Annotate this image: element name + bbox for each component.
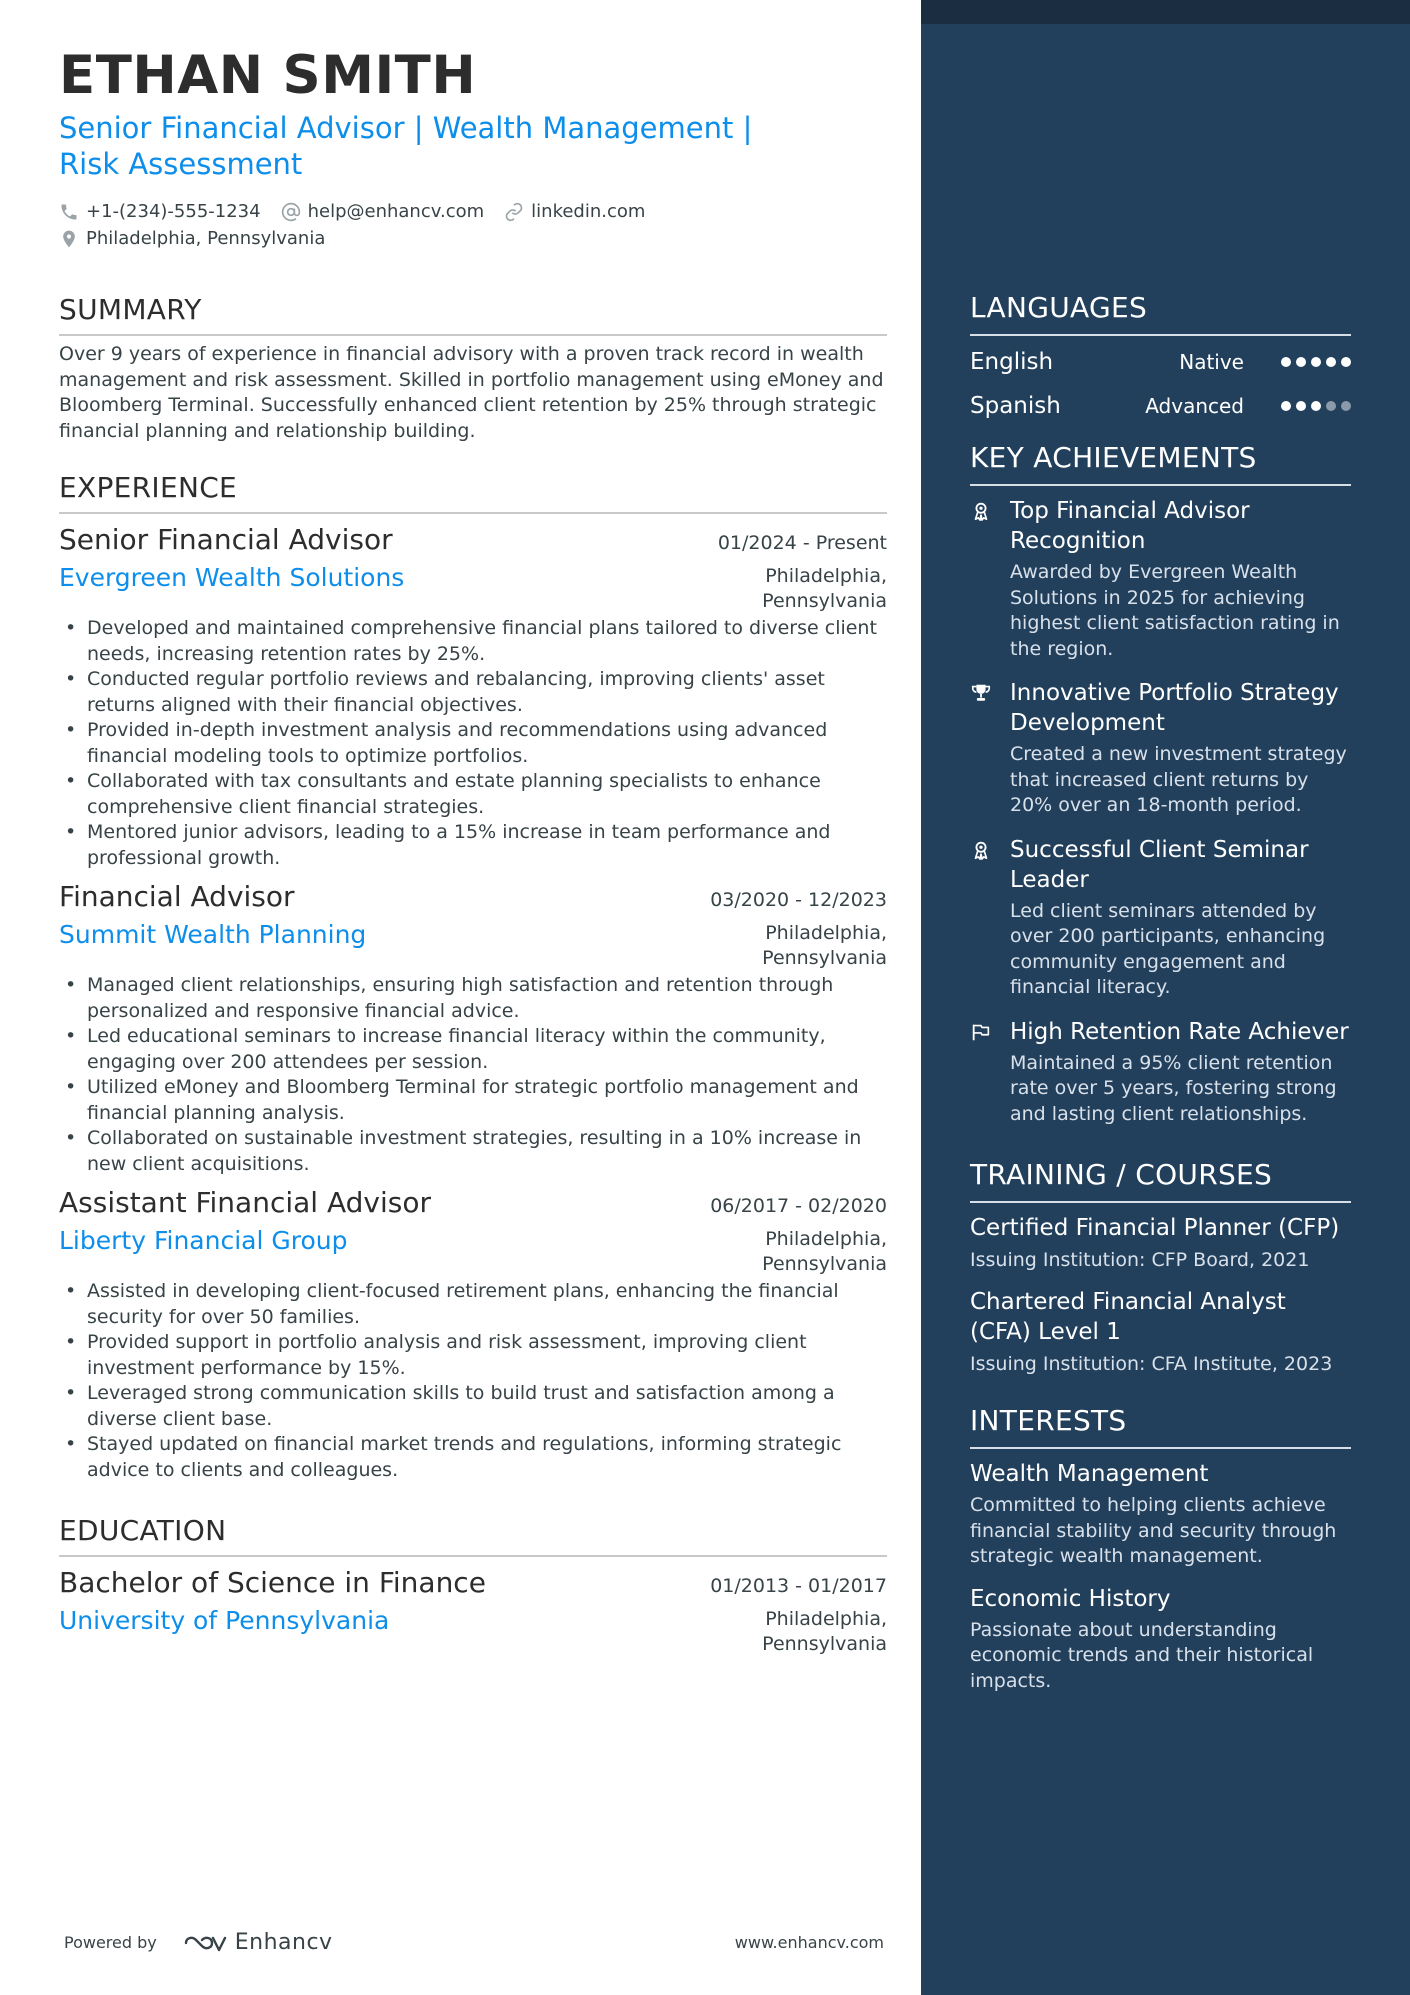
experience-entry [59, 1185, 887, 1483]
job-bullets [59, 616, 887, 871]
footer [64, 1930, 884, 1955]
achievements-heading: KEY ACHIEVEMENTS [970, 440, 1351, 486]
award-icon [970, 839, 992, 861]
language-item [970, 340, 1351, 384]
award-icon [970, 500, 992, 522]
achievement-item [970, 678, 1351, 819]
course-name: Certified Financial Planner (CFP) [970, 1215, 1340, 1241]
interest-name: Wealth Management [970, 1461, 1209, 1487]
language-name: Spanish [970, 393, 1061, 419]
education-dates: 01/2013 - 01/2017 [710, 1575, 887, 1597]
headline: Senior Financial Advisor | Wealth Management | Risk Assessment [59, 111, 753, 181]
phone-contact[interactable] [59, 201, 261, 222]
location-text: Philadelphia, Pennsylvania [86, 228, 326, 249]
achievement-desc: Maintained a 95% client retention rate over 5 years, fostering strong and lasting client relationships. [1010, 1051, 1337, 1125]
powered-by [64, 1930, 333, 1955]
summary-text: Over 9 years of experience in financial advisory with a proven track record in wealth management and risk assessment. Skilled in portfolio management using eMoney and Bloomberg Terminal. Successfully enhanced client retention by 25% through strategic financial planning and relationship building. [59, 343, 884, 442]
language-item [970, 384, 1351, 428]
course-item [970, 1287, 1351, 1377]
candidate-name: ETHAN SMITH [59, 45, 477, 106]
company-name: Evergreen Wealth Solutions [59, 563, 405, 592]
rating-dot [1326, 401, 1336, 411]
language-name: English [970, 349, 1054, 375]
course-institution: Issuing Institution: CFA Institute, 2023 [970, 1353, 1333, 1375]
rating-dot [1311, 357, 1321, 367]
language-level: Advanced [1145, 394, 1244, 418]
company-name: Summit Wealth Planning [59, 920, 367, 949]
interest-item [970, 1584, 1351, 1695]
trophy-icon [970, 682, 992, 704]
achievement-item [970, 1017, 1351, 1128]
contact-info [59, 198, 887, 252]
main-column [59, 44, 887, 1657]
rating-dot [1296, 357, 1306, 367]
school-location: Philadelphia, Pennsylvania [762, 1608, 887, 1655]
rating-dot [1326, 357, 1336, 367]
training-heading: TRAINING / COURSES [970, 1157, 1351, 1203]
job-bullets [59, 1279, 887, 1483]
degree-title: Bachelor of Science in Finance [59, 1566, 486, 1599]
school-name: University of Pennsylvania [59, 1606, 390, 1635]
bullet-item: • Collaborated on sustainable investment strategies, resulting in a 10% increase in new client acquisitions. [59, 1126, 887, 1177]
linkedin-text: linkedin.com [531, 201, 646, 222]
achievement-title: Top Financial Advisor Recognition [1010, 498, 1250, 554]
at-icon [281, 202, 301, 222]
interest-desc: Committed to helping clients achieve financial stability and security through strategic wealth management. [970, 1494, 1337, 1567]
rating-dot [1296, 401, 1306, 411]
achievement-item [970, 835, 1351, 1001]
education-entry [59, 1565, 887, 1657]
bullet-item: • Collaborated with tax consultants and estate planning specialists to enhance comprehensive client financial strategies. [59, 769, 887, 820]
education-heading: EDUCATION [59, 1513, 887, 1557]
language-rating [1276, 401, 1351, 411]
achievement-title: Innovative Portfolio Strategy Development [1010, 680, 1339, 736]
location-contact [59, 228, 325, 249]
job-bullets [59, 973, 887, 1177]
interests-heading: INTERESTS [970, 1403, 1351, 1449]
bullet-item: • Stayed updated on financial market trends and regulations, informing strategic advice to clients and colleagues. [59, 1432, 887, 1483]
powered-by-text: Powered by [64, 1933, 157, 1952]
bullet-item: • Mentored junior advisors, leading to a 15% increase in team performance and professional growth. [59, 820, 887, 871]
course-item [970, 1213, 1351, 1273]
phone-icon [59, 202, 79, 222]
rating-dot [1281, 357, 1291, 367]
linkedin-contact[interactable] [504, 201, 645, 222]
flag-icon [970, 1021, 992, 1043]
rating-dot [1281, 401, 1291, 411]
language-rating [1276, 357, 1351, 367]
interest-desc: Passionate about understanding economic trends and their historical impacts. [970, 1618, 1314, 1692]
job-dates: 01/2024 - Present [717, 532, 887, 554]
achievement-desc: Awarded by Evergreen Wealth Solutions in 2025 for achieving highest client satisfaction rating in the region. [1010, 561, 1340, 660]
enhancv-logo-icon [183, 1931, 229, 1955]
job-location: Philadelphia, Pennsylvania [762, 922, 887, 969]
job-title: Senior Financial Advisor [59, 523, 393, 556]
achievement-desc: Led client seminars attended by over 200 participants, enhancing community engagement and financial literacy. [1010, 899, 1326, 998]
bullet-item: • Provided in-depth investment analysis and recommendations using advanced financial modeling tools to optimize portfolios. [59, 718, 887, 769]
job-dates: 06/2017 - 02/2020 [710, 1195, 887, 1217]
course-institution: Issuing Institution: CFP Board, 2021 [970, 1249, 1310, 1271]
achievement-title: High Retention Rate Achiever [1010, 1018, 1349, 1045]
bullet-item: • Assisted in developing client-focused retirement plans, enhancing the financial security for over 50 families. [59, 1279, 887, 1330]
website-link[interactable]: www.enhancv.com [734, 1933, 884, 1952]
location-pin-icon [59, 229, 79, 249]
phone-text: +1-(234)-555-1234 [86, 201, 261, 222]
rating-dot [1341, 401, 1351, 411]
bullet-item: • Managed client relationships, ensuring high satisfaction and retention through personalized and responsive financial advice. [59, 973, 887, 1024]
interest-name: Economic History [970, 1585, 1171, 1612]
achievement-desc: Created a new investment strategy that increased client returns by 20% over an 18-month period. [1010, 743, 1347, 816]
bullet-item: • Conducted regular portfolio reviews and rebalancing, improving clients' asset returns aligned with their financial objectives. [59, 667, 887, 718]
bullet-item: • Utilized eMoney and Bloomberg Terminal for strategic portfolio management and financial planning analysis. [59, 1075, 887, 1126]
sidebar-top-band [921, 0, 1410, 24]
rating-dot [1341, 357, 1351, 367]
job-location: Philadelphia, Pennsylvania [762, 1228, 887, 1275]
achievement-title: Successful Client Seminar Leader [1010, 836, 1309, 893]
job-title: Financial Advisor [59, 880, 295, 913]
language-level: Native [1179, 350, 1244, 374]
enhancv-brand: Enhancv [234, 1930, 333, 1955]
link-icon [504, 202, 524, 222]
bullet-item: • Developed and maintained comprehensive financial plans tailored to diverse client needs, increasing retention rates by 25%. [59, 616, 887, 667]
job-dates: 03/2020 - 12/2023 [710, 889, 887, 911]
experience-entry [59, 522, 887, 871]
experience-heading: EXPERIENCE [59, 470, 887, 514]
bullet-item: • Provided support in portfolio analysis and risk assessment, improving client investment performance by 15%. [59, 1330, 887, 1381]
course-name: Chartered Financial Analyst (CFA) Level 1 [970, 1289, 1286, 1345]
summary-heading: SUMMARY [59, 292, 887, 336]
achievement-item [970, 496, 1351, 662]
interest-item [970, 1459, 1351, 1570]
email-text: help@enhancv.com [307, 201, 485, 222]
languages-heading: LANGUAGES [970, 290, 1351, 336]
rating-dot [1311, 401, 1321, 411]
bullet-item: • Led educational seminars to increase financial literacy within the community, engaging over 200 attendees per session. [59, 1024, 887, 1075]
email-contact[interactable] [281, 201, 485, 222]
bullet-item: • Leveraged strong communication skills to build trust and satisfaction among a diverse client base. [59, 1381, 887, 1432]
company-name: Liberty Financial Group [59, 1226, 348, 1255]
sidebar-content [970, 290, 1351, 1694]
experience-entry [59, 879, 887, 1177]
job-title: Assistant Financial Advisor [59, 1186, 431, 1219]
job-location: Philadelphia, Pennsylvania [762, 565, 887, 612]
